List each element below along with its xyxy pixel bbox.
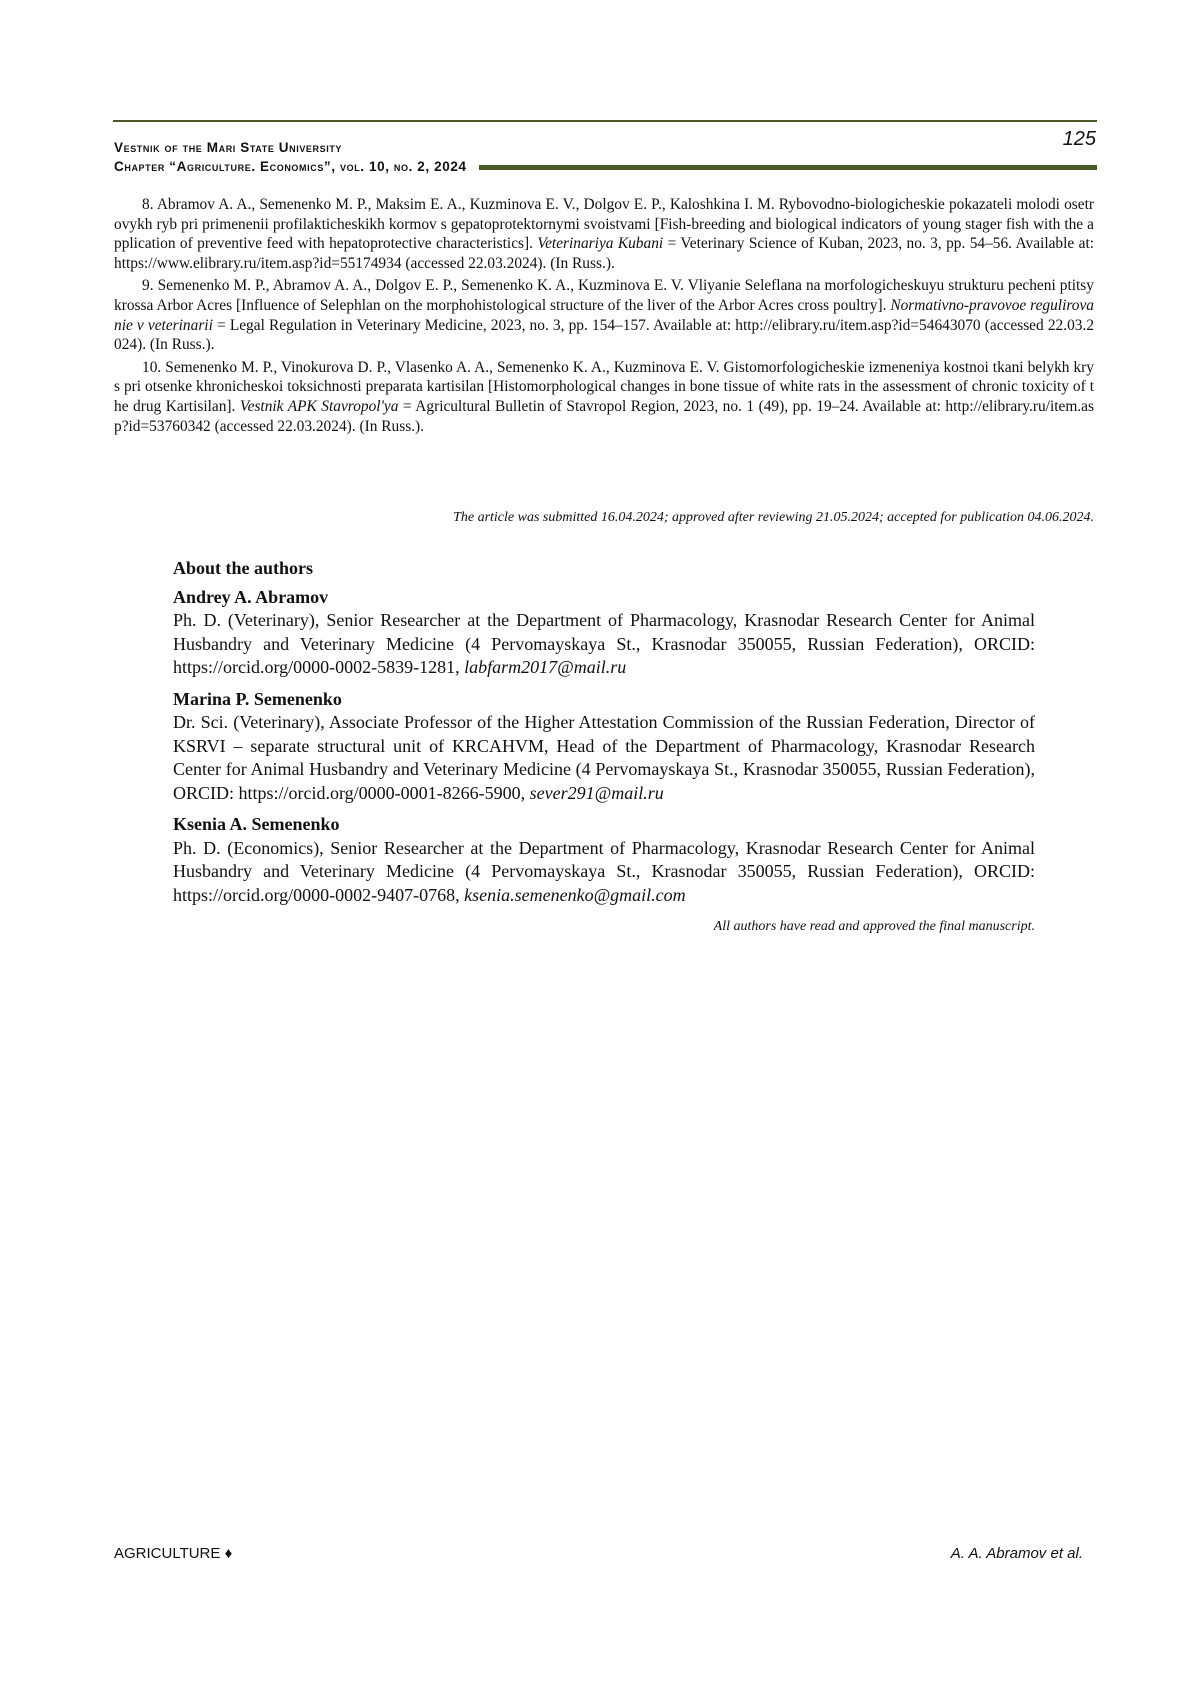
footer-section-label: AGRICULTURE ♦ [114,1545,232,1562]
author-bio-text: Ph. D. (Veterinary), Senior Researcher at the Department of Pharmacology, Krasnodar Research Center for Animal Husbandry and Veterinary Medicine (4 Pervomayskaya St., Krasnodar 350055, Russian Federation), ORCID: https://orcid.org/0000-0002-5839-1281, [173,610,1035,677]
top-rule [113,120,1097,122]
reference-tail: = Agricultural Bulletin of Stavropol Region, 2023, no. 1 (49), pp. 19–24. Available at: http://elibrary.ru/item.asp?id=53760342 (accessed 22.03.2024). (In Russ.). [114,398,1094,435]
author-bio [173,609,1035,680]
authors-heading: About the authors [173,557,1035,581]
reference-journal: Vestnik APK Stavropol'ya [240,398,398,415]
author-email: ksenia.semenenko@gmail.com [464,885,686,905]
footer-authors: A. A. Abramov et al. [951,1545,1083,1562]
reference-number: 8. [142,196,154,213]
reference-number: 10. [142,359,161,376]
reference-text: Abramov A. A., Semenenko M. P., Maksim E. A., Kuzminova E. V., Dolgov E. P., Kaloshkina I. M. Rybovodno-biologicheskie pokazateli molodi osetrovykh ryb pri primenenii profilakticheskikh kormov s gepatoprotektornymi svoistvami [Fish-breeding and biological indicators of young stager fish with the application of preventive feed with hepatoprotective characteristics]. [114,196,1094,252]
approval-note: All authors have read and approved the final manuscript. [173,915,1035,939]
reference-text: Semenenko M. P., Abramov A. A., Dolgov E. P., Semenenko K. A., Kuzminova E. V. Vliyanie Seleflana na morfologicheskuyu strukturu pecheni ptitsy krossa Arbor Acres [Influence of Selephlan on the morphohistological structure of the liver of the Arbor Acres cross poultry]. [114,277,1094,314]
journal-title: Vestnik of the Mari State University [114,138,1097,157]
reference-journal: Normativno-pravovoe regulirovanie v veterinarii [114,297,1094,334]
author-bio [173,711,1035,805]
author-email: labfarm2017@mail.ru [464,657,626,677]
author-bio-text: Dr. Sci. (Veterinary), Associate Professor of the Higher Attestation Commission of the Russian Federation, Director of KSRVI – separate structural unit of KRCAHVM, Head of the Department of Pharmacology, Krasnodar Research Center for Animal Husbandry and Veterinary Medicine (4 Pervomayskaya St., Krasnodar 350055, Russian Federation), ORCID: https://orcid.org/0000-0001-8266-5900, [173,712,1035,803]
author-bio-text: Ph. D. (Economics), Senior Researcher at the Department of Pharmacology, Krasnodar Research Center for Animal Husbandry and Veterinary Medicine (4 Pervomayskaya St., Krasnodar 350055, Russian Federation), ORCID: https://orcid.org/0000-0002-9407-0768, [173,838,1035,905]
authors-section [173,557,1035,939]
author-name: Andrey A. Abramov [173,586,1035,610]
author-name: Ksenia A. Semenenko [173,813,1035,837]
submission-note: The article was submitted 16.04.2024; approved after reviewing 21.05.2024; accepted for publication 04.06.2024. [114,510,1094,526]
reference-text: Semenenko M. P., Vinokurova D. P., Vlasenko A. A., Semenenko K. A., Kuzminova E. V. Gistomorfologicheskie izmeneniya kostnoi tkani belykh krys pri otsenke khronicheskoi toksichnosti preparata kartisilan [Histomorphological changes in bone tissue of white rats in the assessment of chronic toxicity of the drug Kartisilan]. [114,359,1094,415]
journal-issue: Chapter “Agriculture. Economics”, vol. 10, no. 2, 2024 [114,157,467,176]
header-bar [479,165,1097,170]
journal-issue-row [114,157,1097,176]
reference-tail: = Legal Regulation in Veterinary Medicine, 2023, no. 3, pp. 154–157. Available at: http://elibrary.ru/item.asp?id=54643070 (accessed 22.03.2024). (In Russ.). [114,317,1094,354]
reference-tail: = Veterinary Science of Kuban, 2023, no. 3, pp. 54–56. Available at: https://www.elibrary.ru/item.asp?id=55174934 (accessed 22.03.2024). (In Russ.). [114,235,1094,272]
journal-header [114,138,1097,176]
page-number: 125 [1063,128,1096,151]
author-entry [173,688,1035,806]
reference-item [114,358,1094,436]
author-name: Marina P. Semenenko [173,688,1035,712]
reference-list [114,195,1094,439]
author-bio [173,837,1035,908]
author-entry [173,813,1035,907]
reference-number: 9. [142,277,154,294]
reference-item [114,276,1094,354]
reference-item [114,195,1094,273]
author-email: sever291@mail.ru [530,783,664,803]
reference-journal: Veterinariya Kubani [537,235,663,252]
author-entry [173,586,1035,680]
